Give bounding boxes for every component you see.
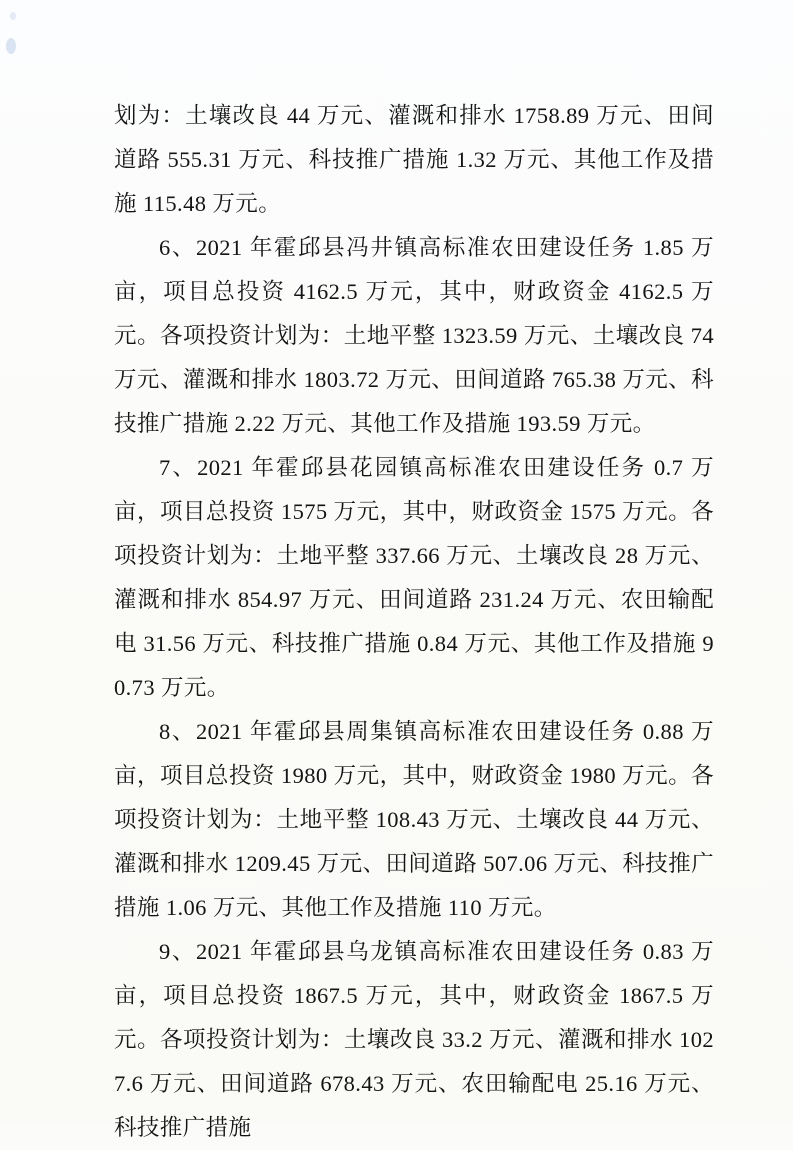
paragraph-continuation: 划为：土壤改良 44 万元、灌溉和排水 1758.89 万元、田间道路 555.31 万元、科技推广措施 1.32 万元、其他工作及措施 115.48 万元。 [114, 103, 714, 216]
scan-artifact [10, 12, 16, 20]
paragraph-item-9: 9、2021 年霍邱县乌龙镇高标准农田建设任务 0.83 万亩，项目总投资 1867.5 万元，其中，财政资金 1867.5 万元。各项投资计划为：土壤改良 33.2 万元、灌溉和排水 1027.6 万元、田间道路 678.43 万元、农田输配电 25.16 万元、科技推广措施 [114, 939, 714, 1140]
scan-artifact [6, 38, 16, 54]
paragraph-item-6: 6、2021 年霍邱县冯井镇高标准农田建设任务 1.85 万亩，项目总投资 4162.5 万元，其中，财政资金 4162.5 万元。各项投资计划为：土地平整 1323.59 万元、土壤改良 74 万元、灌溉和排水 1803.72 万元、田间道路 765.38 万元、科技推广措施 2.22 万元、其他工作及措施 193.59 万元。 [114, 235, 714, 436]
paragraph-item-7: 7、2021 年霍邱县花园镇高标准农田建设任务 0.7 万亩，项目总投资 1575 万元，其中，财政资金 1575 万元。各项投资计划为：土地平整 337.66 万元、土壤改良 28 万元、灌溉和排水 854.97 万元、田间道路 231.24 万元、农田输配电 31.56 万元、科技推广措施 0.84 万元、其他工作及措施 90.73 万元。 [114, 455, 714, 700]
paragraph-item-8: 8、2021 年霍邱县周集镇高标准农田建设任务 0.88 万亩，项目总投资 1980 万元，其中，财政资金 1980 万元。各项投资计划为：土地平整 108.43 万元、土壤改良 44 万元、灌溉和排水 1209.45 万元、田间道路 507.06 万元、科技推广措施 1.06 万元、其他工作及措施 110 万元。 [114, 719, 714, 920]
text-block [114, 94, 714, 1150]
